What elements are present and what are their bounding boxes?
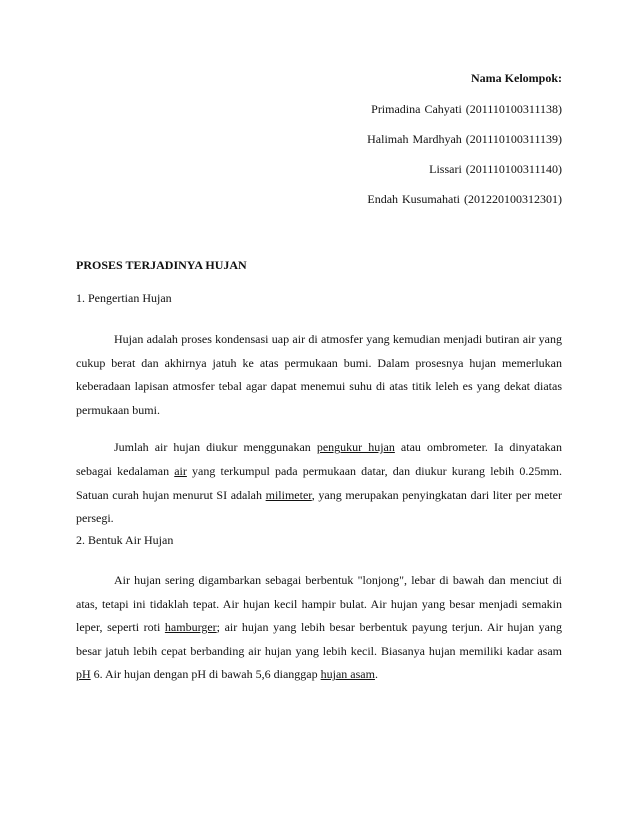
paragraph-shape — [76, 569, 562, 687]
text-run: ; air hujan yang lebih besar berbentuk payung terjun. Air hujan yang besar jatuh lebih cepat berbanding air hujan yang lebih kecil. Biasanya hujan memiliki kadar asam — [76, 620, 562, 658]
section-heading: 2. Bentuk Air Hujan — [76, 533, 174, 547]
link-hamburger[interactable]: hamburger — [164, 620, 217, 635]
text-run: Jumlah air hujan diukur menggunakan — [114, 440, 317, 455]
link-pengukur-hujan[interactable]: pengukur hujan — [316, 440, 395, 455]
text-run: . — [374, 667, 378, 682]
paragraph-definition: Hujan adalah proses kondensasi uap air di atmosfer yang kemudian menjadi butiran air yang cukup berat dan akhirnya jatuh ke atas permukaan bumi. Dalam prosesnya hujan memerlukan keberadaan lapisan atmosfer tebal agar dapat menemui suhu di atas titik leleh es yang dekat diatas permukaan bumi. — [76, 332, 562, 417]
group-member: Halimah Mardhyah (201110100311139) — [367, 132, 562, 146]
link-ph[interactable]: pH — [76, 667, 91, 682]
link-milimeter[interactable]: milimeter — [265, 487, 312, 502]
group-title: Nama Kelompok: — [471, 71, 562, 85]
document-title: PROSES TERJADINYA HUJAN — [76, 258, 247, 272]
link-hujan-asam[interactable]: hujan asam — [320, 667, 375, 682]
text-run: atau ombrometer. Ia dinyatakan sebagai kedalaman — [76, 440, 562, 478]
group-member: Lissari (201110100311140) — [429, 162, 562, 176]
text-run: , yang merupakan penyingkatan dari liter per meter persegi. — [76, 487, 562, 526]
group-members-block — [367, 70, 562, 221]
link-air[interactable]: air — [174, 463, 187, 478]
paragraph-measurement — [76, 436, 562, 530]
text-run: 6. Air hujan dengan pH di bawah 5,6 dianggap — [90, 667, 321, 682]
section-heading: 1. Pengertian Hujan — [76, 291, 172, 305]
section-bentuk-air-hujan — [76, 532, 562, 687]
section-pengertian-hujan — [76, 290, 562, 531]
text-run: Air hujan sering digambarkan sebagai berbentuk "lonjong", lebar di bawah dan menciut di atas, tetapi ini tidaklah tepat. Air hujan kecil hampir bulat. Air hujan yang besar menjadi semakin leper, seperti roti — [76, 573, 562, 635]
group-member: Primadina Cahyati (201110100311138) — [371, 102, 562, 116]
text-run: yang terkumpul pada permukaan datar, dan diukur kurang lebih 0.25mm. Satuan curah hujan menurut SI adalah — [76, 463, 562, 502]
group-member: Endah Kusumahati (201220100312301) — [367, 192, 562, 206]
